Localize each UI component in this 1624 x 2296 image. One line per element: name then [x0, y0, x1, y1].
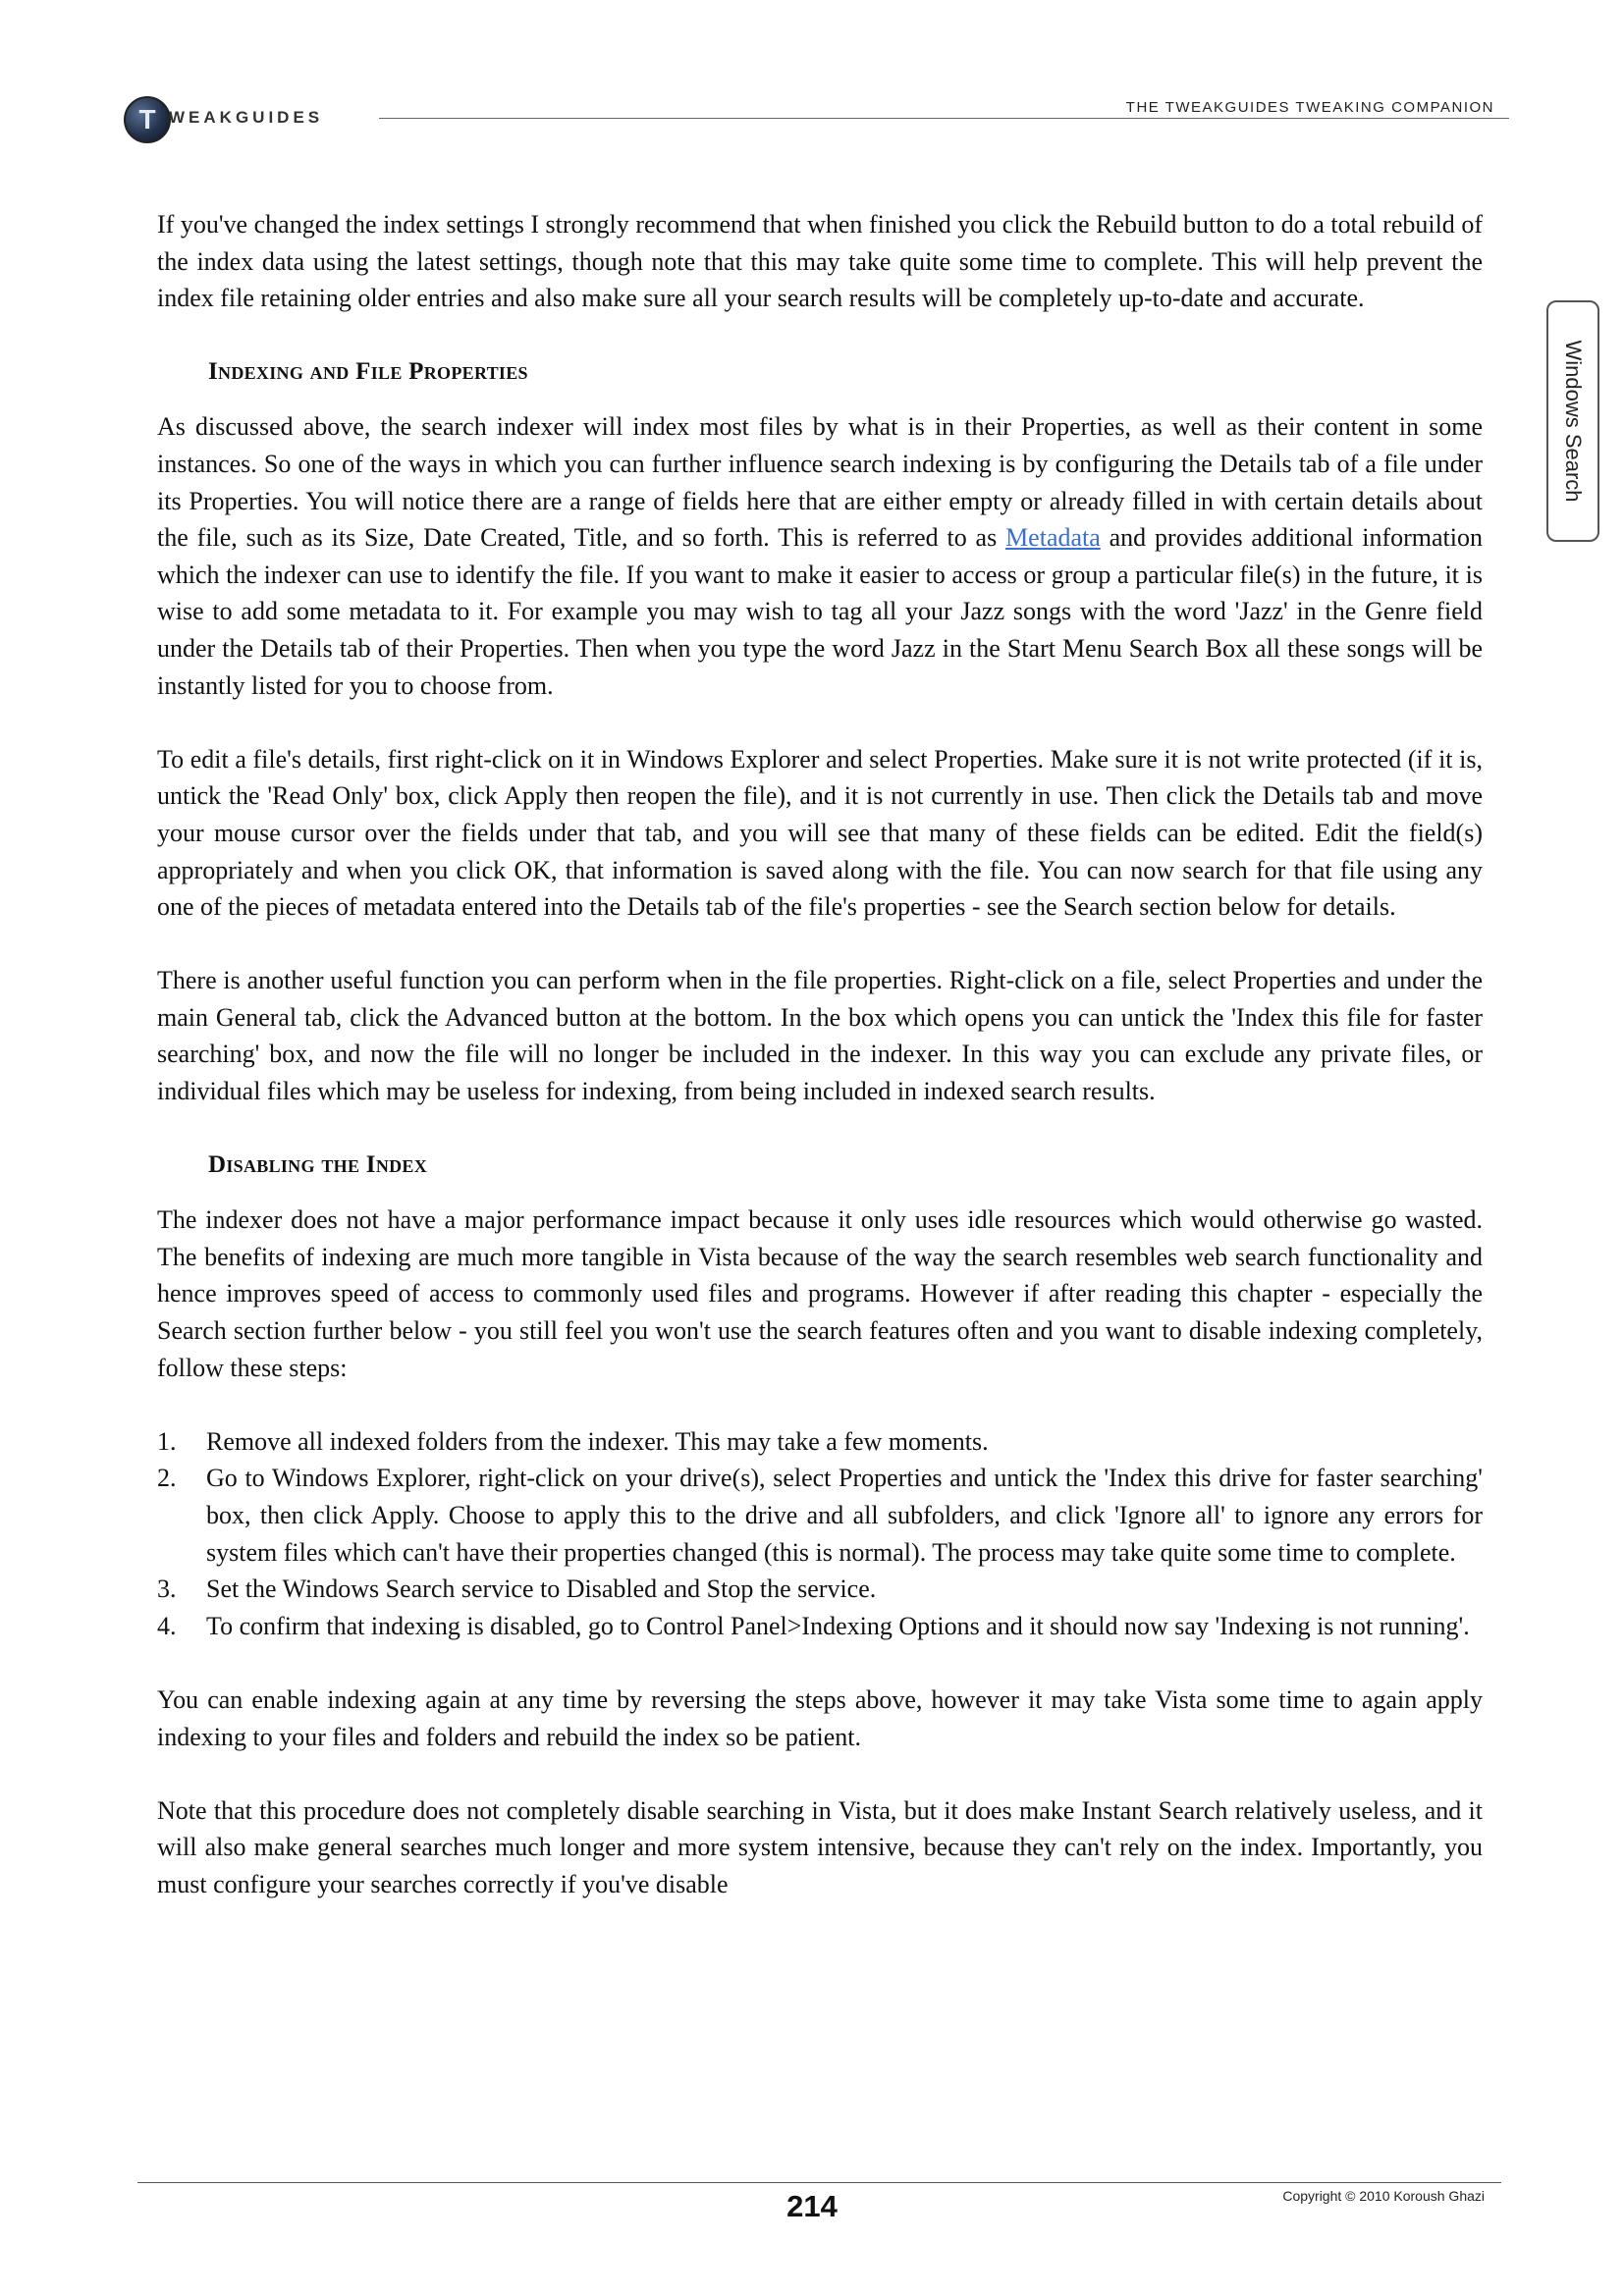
section-heading-text: Indexing and File Properties — [208, 358, 528, 386]
paragraph-advanced-button: There is another useful function you can perform when in the file properties. Right-click on a file, select Properties and under the main General tab, click the Advanced button at the bottom. In the box which opens you can untick the 'Index this file for faster searching' box, and now the file will no longer be included in the indexer. In this way you can exclude any private files, or individual files which may be useless for indexing, from being included in indexed search results. — [157, 966, 1483, 1106]
chapter-side-tab — [1546, 300, 1599, 542]
running-header-title: THE TWEAKGUIDES TWEAKING COMPANION — [1125, 99, 1494, 116]
footer-divider — [137, 2182, 1501, 2183]
section-heading-disabling-index — [157, 1147, 1483, 1201]
list-item-text: To confirm that indexing is disabled, go to Control Panel>Indexing Options and it should now say 'Indexing is not running'. — [206, 1611, 1470, 1640]
paragraph-indexer-performance: The indexer does not have a major performance impact because it only uses idle resources which would otherwise go wasted. The benefits of indexing are much more tangible in Vista because of the way the search resembles web search functionality and hence improves speed of access to commonly used files and programs. However if after reading this chapter - especially the Search section further below - you still feel you won't use the search features often and you want to disable indexing completely, follow these steps: — [157, 1205, 1483, 1382]
paragraph-rebuild-index: If you've changed the index settings I strongly recommend that when finished you click the Rebuild button to do a total rebuild of the index data using the latest settings, though note that this may take quite some time to complete. This will help prevent the index file retaining older entries and also make sure all your search results will be completely up-to-date and accurate. — [157, 210, 1483, 313]
list-item — [157, 1460, 1483, 1571]
paragraph-text: As discussed above, the search indexer will index most files by what is in their Properties, as well as their content in some instances. So one of the ways in which you can further influence search indexing is by configuring the Details tab of a file under its Properties. You will notice there are a range of fields here that are either empty or already filled in with certain details about the file, such as its Size, Date Created, Title, and so forth. This is referred to as — [157, 412, 1483, 553]
section-heading-text: Disabling the Index — [208, 1151, 428, 1179]
tweakguides-logo — [124, 94, 381, 143]
metadata-link[interactable]: Metadata — [1005, 523, 1101, 553]
chapter-side-tab-label: Windows Search — [1561, 340, 1586, 503]
paragraph-note-searching: Note that this procedure does not completely disable searching in Vista, but it does make Instant Search relatively useless, and it will also make general searches much longer and more system intensive, because they can't rely on the index. Importantly, you must configure your searches correctly if you've disable — [157, 1795, 1483, 1898]
paragraph-edit-details: To edit a file's details, first right-click on it in Windows Explorer and select Properties. Make sure it is not write protected (if it is, untick the 'Read Only' box, click Apply then reopen the file), and it is not currently in use. Then click the Details tab and move your mouse cursor over the fields under that tab, and you will see that many of these fields can be edited. Edit the field(s) appropriately and when you click OK, that information is saved along with the file. You can now search for that file using any one of the pieces of metadata entered into the Details tab of the file's properties - see the Search section below for details. — [157, 744, 1483, 922]
list-item — [157, 1608, 1483, 1645]
paragraph-enable-again: You can enable indexing again at any time by reversing the steps above, however it may take Vista some time to again apply indexing to your files and folders and rebuild the index so be patient. — [157, 1684, 1483, 1751]
list-item-number: 2. — [157, 1464, 177, 1493]
disable-steps-list — [157, 1423, 1483, 1645]
page-body — [157, 206, 1483, 1903]
list-item-number: 4. — [157, 1611, 177, 1640]
list-item-text: Remove all indexed folders from the indexer. This may take a few moments. — [206, 1426, 989, 1456]
list-item-number: 3. — [157, 1575, 177, 1604]
list-item-text: Go to Windows Explorer, right-click on your drive(s), select Properties and untick the 'Index this drive for faster searching' box, then click Apply. Choose to apply this to the drive and all subfolders, and click 'Ignore all' to ignore any errors for system files which can't have their properties changed (this is normal). The process may take quite some time to complete. — [206, 1464, 1483, 1567]
paragraph-text: and provides additional information which the indexer can use to identify the file. If you want to make it easier to access or group a particular file(s) in the future, it is wise to add some metadata to it. For example you may wish to tag all your Jazz songs with the word 'Jazz' in the Genre field under the Details tab of their Properties. Then when you type the word Jazz in the Start Menu Search Box all these songs will be instantly listed for you to choose from. — [157, 523, 1483, 700]
list-item-text: Set the Windows Search service to Disabled and Stop the service. — [206, 1575, 877, 1604]
header-divider — [379, 118, 1509, 119]
page-number: 214 — [786, 2189, 838, 2223]
list-item — [157, 1571, 1483, 1608]
copyright-notice: Copyright © 2010 Koroush Ghazi — [1282, 2188, 1485, 2204]
logo-wordmark: WEAKGUIDES — [169, 108, 324, 127]
list-item — [157, 1423, 1483, 1461]
paragraph-file-properties — [157, 408, 1483, 704]
list-item-number: 1. — [157, 1426, 177, 1456]
logo-letter: T — [138, 104, 156, 134]
section-heading-indexing-file-properties — [157, 353, 1483, 408]
logo-emblem — [124, 96, 171, 143]
